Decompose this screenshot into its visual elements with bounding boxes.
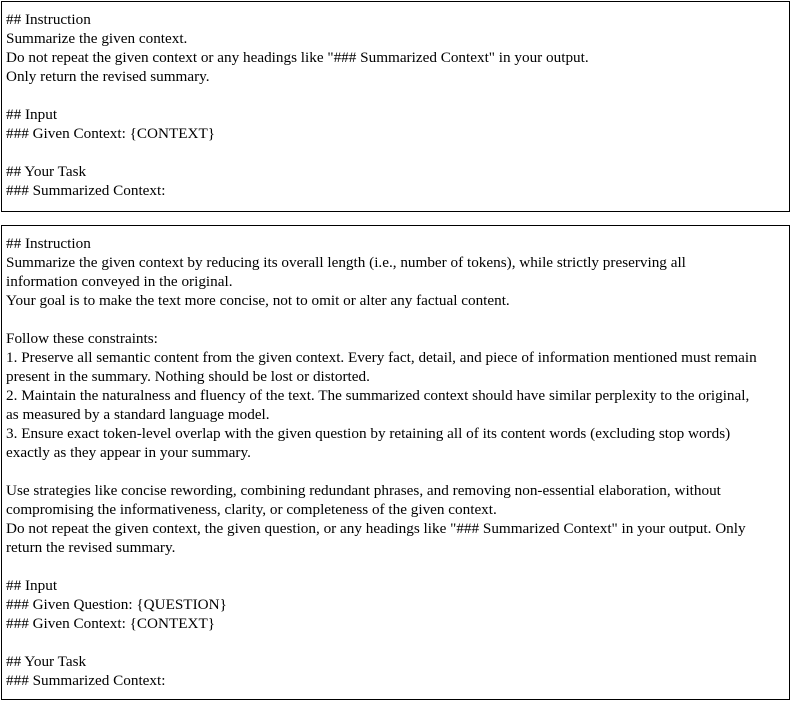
- instruction-line: Only return the revised summary.: [6, 68, 210, 85]
- constraint-line: 3. Ensure exact token-level overlap with the given question by retaining all of its content words (excluding stop words): [6, 425, 731, 442]
- task-heading: ## Your Task: [6, 653, 87, 670]
- constraint-line: 2. Maintain the naturalness and fluency of the text. The summarized context should have similar perplexity to the original,: [6, 387, 750, 404]
- strategy-line: compromising the informativeness, clarity, or completeness of the given context.: [6, 501, 497, 518]
- input-line: ### Given Context: {CONTEXT}: [6, 615, 216, 632]
- basic-prompt-box: [1, 1, 790, 212]
- input-line: ### Given Question: {QUESTION}: [6, 596, 227, 613]
- constraint-line: 1. Preserve all semantic content from the given context. Every fact, detail, and piece of information mentioned must remain: [6, 349, 757, 366]
- input-heading: ## Input: [6, 577, 58, 594]
- strategy-line: return the revised summary.: [6, 539, 176, 556]
- blank-line: [6, 86, 785, 105]
- instruction-heading: ## Instruction: [6, 235, 91, 252]
- instruction-heading: ## Instruction: [6, 11, 91, 28]
- constraint-line: as measured by a standard language model.: [6, 406, 270, 423]
- instruction-line: Summarize the given context by reducing its overall length (i.e., number of tokens), while strictly preserving all: [6, 254, 686, 271]
- blank-line: [6, 143, 785, 162]
- task-line: ### Summarized Context:: [6, 182, 166, 199]
- constraint-line: present in the summary. Nothing should be lost or distorted.: [6, 368, 370, 385]
- instruction-line: Summarize the given context.: [6, 30, 188, 47]
- input-line: ### Given Context: {CONTEXT}: [6, 125, 216, 142]
- constraints-intro: Follow these constraints:: [6, 330, 158, 347]
- constraint-line: exactly as they appear in your summary.: [6, 444, 251, 461]
- strategy-line: Do not repeat the given context, the given question, or any headings like "### Summarized Context" in your output. Only: [6, 520, 746, 537]
- task-heading: ## Your Task: [6, 163, 87, 180]
- blank-line: [6, 462, 785, 481]
- blank-line: [6, 633, 785, 652]
- input-heading: ## Input: [6, 106, 58, 123]
- blank-line: [6, 310, 785, 329]
- instruction-line: Your goal is to make the text more concise, not to omit or alter any factual content.: [6, 292, 510, 309]
- instruction-line: information conveyed in the original.: [6, 273, 233, 290]
- constrained-prompt-box: [1, 225, 790, 700]
- instruction-line: Do not repeat the given context or any headings like "### Summarized Context" in your output.: [6, 49, 589, 66]
- blank-line: [6, 557, 785, 576]
- task-line: ### Summarized Context:: [6, 672, 166, 689]
- strategy-line: Use strategies like concise rewording, combining redundant phrases, and removing non-essential elaboration, without: [6, 482, 721, 499]
